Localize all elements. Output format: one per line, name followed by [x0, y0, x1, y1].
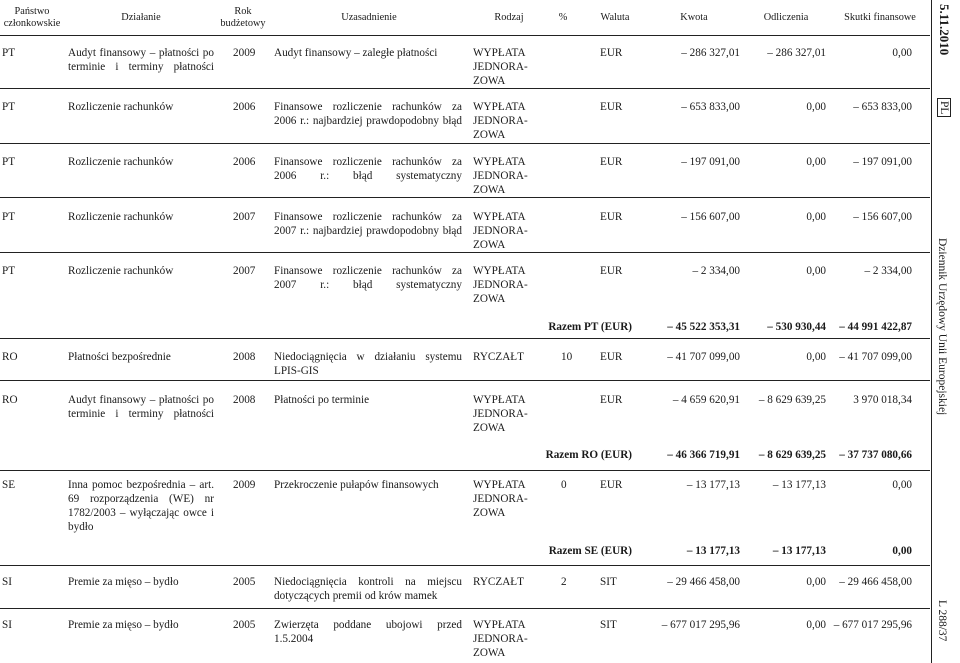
cell-rodzaj-l3: ZOWA	[473, 129, 506, 141]
cell-uzasadnienie: Niedociągnięcia kontroli na miejscu dotyczących premii od krów mamek	[274, 576, 462, 602]
cell-kwota: – 13 177,13	[686, 479, 740, 491]
cell-rodzaj-l3: ZOWA	[473, 422, 506, 434]
total-label: Razem SE (EUR)	[548, 545, 632, 557]
cell-rodzaj-l1: WYPŁATA	[473, 394, 526, 406]
header-rok-l2: budżetowy	[220, 18, 266, 29]
cell-rok: 2006	[233, 101, 256, 113]
header-kwota: Kwota	[680, 12, 708, 23]
cell-rodzaj-l3: ZOWA	[473, 647, 506, 659]
rule-1	[0, 88, 930, 89]
cell-rodzaj-l1: WYPŁATA	[473, 156, 526, 168]
cell-waluta: EUR	[600, 211, 623, 223]
cell-rodzaj-l3: ZOWA	[473, 507, 506, 519]
cell-skutki: – 41 707 099,00	[839, 351, 912, 363]
cell-kwota: – 29 466 458,00	[667, 576, 740, 588]
cell-rodzaj	[473, 155, 528, 197]
cell-rodzaj-l3: ZOWA	[473, 293, 506, 305]
total-odliczenia: – 530 930,44	[767, 321, 826, 333]
cell-odliczenia: – 13 177,13	[772, 479, 826, 491]
cell-uzasadnienie: Finansowe rozliczenie rachunków za 2006 r.: błąd systematyczny	[274, 156, 462, 182]
cell-uzasadnienie: Przekroczenie pułapów finansowych	[274, 479, 439, 491]
cell-panstwo: PT	[2, 211, 16, 223]
cell-kwota: – 41 707 099,00	[667, 351, 740, 363]
rule-9	[0, 608, 930, 609]
cell-rodzaj-l3: ZOWA	[473, 75, 506, 87]
cell-rodzaj-l2: JEDNORA-	[473, 493, 528, 505]
rule-6	[0, 380, 930, 381]
header-rodzaj: Rodzaj	[494, 12, 524, 23]
total-kwota: – 13 177,13	[686, 545, 740, 557]
cell-waluta: EUR	[600, 265, 623, 277]
cell-dzialanie: Premie za mięso – bydło	[68, 576, 179, 588]
cell-panstwo: SE	[2, 479, 16, 491]
cell-panstwo: RO	[2, 394, 18, 406]
cell-rodzaj-l3: ZOWA	[473, 184, 506, 196]
cell-uzasadnienie: Finansowe rozliczenie rachunków za 2006 r.: najbardziej prawdopodobny błąd	[274, 101, 462, 127]
cell-panstwo: PT	[2, 101, 16, 113]
cell-odliczenia: 0,00	[806, 211, 826, 223]
cell-rodzaj: RYCZAŁT	[473, 351, 524, 363]
header-panstwo	[0, 6, 64, 30]
cell-rok: 2007	[233, 265, 256, 277]
cell-procent: 0	[561, 479, 567, 491]
cell-rodzaj	[473, 618, 528, 660]
cell-dzialanie: Inna pomoc bezpośrednia – art. 69 rozporządzenia (WE) nr 1782/2003 – wyłączając owce i bydło	[68, 479, 214, 533]
cell-kwota: – 677 017 295,96	[661, 619, 740, 631]
cell-rodzaj: RYCZAŁT	[473, 576, 524, 588]
cell-waluta: EUR	[600, 156, 623, 168]
cell-panstwo: PT	[2, 47, 16, 59]
cell-panstwo: PT	[2, 156, 16, 168]
total-kwota: – 46 366 719,91	[667, 449, 740, 461]
cell-kwota: – 653 833,00	[681, 101, 740, 113]
cell-odliczenia: – 286 327,01	[767, 47, 826, 59]
cell-uzasadnienie: Niedociągnięcia w działaniu systemu LPIS-GIS	[274, 351, 462, 377]
total-skutki: – 37 737 080,66	[839, 449, 912, 461]
cell-waluta: SIT	[600, 576, 617, 588]
cell-procent: 2	[561, 576, 567, 588]
cell-kwota: – 156 607,00	[681, 211, 740, 223]
header-panstwo-l1: Państwo	[14, 6, 50, 17]
header-waluta: Waluta	[600, 12, 630, 23]
total-skutki: 0,00	[892, 545, 912, 557]
margin-date: 5.11.2010	[937, 4, 952, 56]
cell-dzialanie: Rozliczenie rachunków	[68, 101, 174, 113]
cell-rodzaj-l1: WYPŁATA	[473, 211, 526, 223]
total-label: Razem PT (EUR)	[548, 321, 632, 333]
cell-waluta: EUR	[600, 47, 623, 59]
cell-panstwo: PT	[2, 265, 16, 277]
total-label: Razem RO (EUR)	[545, 449, 632, 461]
cell-skutki: 3 970 018,34	[853, 394, 912, 406]
cell-waluta: EUR	[600, 351, 623, 363]
header-dzialanie: Działanie	[121, 12, 161, 23]
header-rok	[220, 6, 266, 30]
cell-uzasadnienie: Audyt finansowy – zaległe płatności	[274, 47, 438, 59]
cell-skutki: – 677 017 295,96	[833, 619, 912, 631]
cell-rok: 2006	[233, 156, 256, 168]
cell-skutki: – 653 833,00	[853, 101, 912, 113]
cell-rodzaj-l2: JEDNORA-	[473, 279, 528, 291]
cell-rok: 2008	[233, 351, 256, 363]
cell-rodzaj-l1: WYPŁATA	[473, 101, 526, 113]
cell-kwota: – 197 091,00	[681, 156, 740, 168]
margin-ref: L 288/37	[936, 600, 948, 642]
total-odliczenia: – 13 177,13	[772, 545, 826, 557]
cell-uzasadnienie: Zwierzęta poddane ubojowi przed 1.5.2004	[274, 619, 462, 645]
cell-rodzaj-l2: JEDNORA-	[473, 61, 528, 73]
rule-2	[0, 143, 930, 144]
cell-waluta: EUR	[600, 101, 623, 113]
cell-dzialanie: Płatności bezpośrednie	[68, 351, 171, 363]
cell-kwota: – 286 327,01	[681, 47, 740, 59]
cell-uzasadnienie: Płatności po terminie	[274, 394, 370, 406]
cell-dzialanie: Rozliczenie rachunków	[68, 211, 174, 223]
cell-rodzaj-l3: ZOWA	[473, 239, 506, 251]
cell-odliczenia: 0,00	[806, 265, 826, 277]
cell-panstwo: SI	[2, 576, 12, 588]
cell-kwota: – 4 659 620,91	[672, 394, 740, 406]
cell-skutki: – 197 091,00	[853, 156, 912, 168]
total-skutki: – 44 991 422,87	[839, 321, 912, 333]
cell-skutki: 0,00	[892, 479, 912, 491]
cell-rodzaj-l1: WYPŁATA	[473, 265, 526, 277]
rule-5	[0, 338, 930, 339]
cell-skutki: – 29 466 458,00	[839, 576, 912, 588]
cell-dzialanie: Rozliczenie rachunków	[68, 156, 174, 168]
cell-skutki: – 156 607,00	[853, 211, 912, 223]
cell-rodzaj	[473, 100, 528, 142]
margin-journal: Dziennik Urzędowy Unii Europejskiej	[936, 238, 948, 416]
cell-rodzaj-l1: WYPŁATA	[473, 47, 526, 59]
journal-margin	[932, 0, 960, 663]
cell-panstwo: RO	[2, 351, 18, 363]
cell-rodzaj-l2: JEDNORA-	[473, 633, 528, 645]
cell-rodzaj-l2: JEDNORA-	[473, 115, 528, 127]
cell-dzialanie: Audyt finansowy – płatności po terminie i terminy płatności	[68, 394, 214, 420]
cell-rok: 2009	[233, 47, 256, 59]
cell-odliczenia: 0,00	[806, 351, 826, 363]
cell-odliczenia: 0,00	[806, 101, 826, 113]
cell-rok: 2005	[233, 576, 256, 588]
cell-dzialanie: Audyt finansowy – płatności po terminie i terminy płatności	[68, 47, 214, 73]
cell-waluta: SIT	[600, 619, 617, 631]
cell-rodzaj-l1: WYPŁATA	[473, 619, 526, 631]
header-procent: %	[558, 12, 568, 23]
cell-rok: 2005	[233, 619, 256, 631]
header-rok-l1: Rok	[234, 6, 252, 17]
cell-rok: 2007	[233, 211, 256, 223]
cell-rok: 2008	[233, 394, 256, 406]
cell-rodzaj-l1: WYPŁATA	[473, 479, 526, 491]
cell-odliczenia: 0,00	[806, 576, 826, 588]
cell-rodzaj-l2: JEDNORA-	[473, 408, 528, 420]
cell-odliczenia: 0,00	[806, 619, 826, 631]
cell-dzialanie: Rozliczenie rachunków	[68, 265, 174, 277]
cell-uzasadnienie: Finansowe rozliczenie rachunków za 2007 r.: błąd systematyczny	[274, 265, 462, 291]
header-panstwo-l2: członkowskie	[3, 18, 61, 29]
cell-rok: 2009	[233, 479, 256, 491]
rule-4	[0, 252, 930, 253]
header-uzasadnienie: Uzasadnienie	[341, 12, 397, 23]
cell-odliczenia: – 8 629 639,25	[758, 394, 826, 406]
cell-procent: 10	[561, 351, 573, 363]
rule-header	[0, 35, 930, 36]
cell-skutki: – 2 334,00	[864, 265, 912, 277]
rule-8	[0, 565, 930, 566]
cell-rodzaj	[473, 393, 528, 435]
total-odliczenia: – 8 629 639,25	[758, 449, 826, 461]
header-odliczenia: Odliczenia	[763, 12, 809, 23]
cell-rodzaj-l2: JEDNORA-	[473, 225, 528, 237]
cell-rodzaj	[473, 210, 528, 252]
cell-rodzaj	[473, 478, 528, 520]
cell-waluta: EUR	[600, 394, 623, 406]
cell-kwota: – 2 334,00	[692, 265, 740, 277]
cell-waluta: EUR	[600, 479, 623, 491]
cell-dzialanie: Premie za mięso – bydło	[68, 619, 179, 631]
cell-rodzaj	[473, 46, 528, 88]
rule-7	[0, 470, 930, 471]
cell-rodzaj-l2: JEDNORA-	[473, 170, 528, 182]
cell-panstwo: SI	[2, 619, 12, 631]
cell-skutki: 0,00	[892, 47, 912, 59]
total-kwota: – 45 522 353,31	[667, 321, 740, 333]
rule-3	[0, 197, 930, 198]
cell-rodzaj	[473, 264, 528, 306]
margin-lang: PL	[937, 98, 951, 117]
header-skutki: Skutki finansowe	[844, 12, 916, 23]
cell-odliczenia: 0,00	[806, 156, 826, 168]
cell-uzasadnienie: Finansowe rozliczenie rachunków za 2007 r.: najbardziej prawdopodobny błąd	[274, 211, 462, 237]
